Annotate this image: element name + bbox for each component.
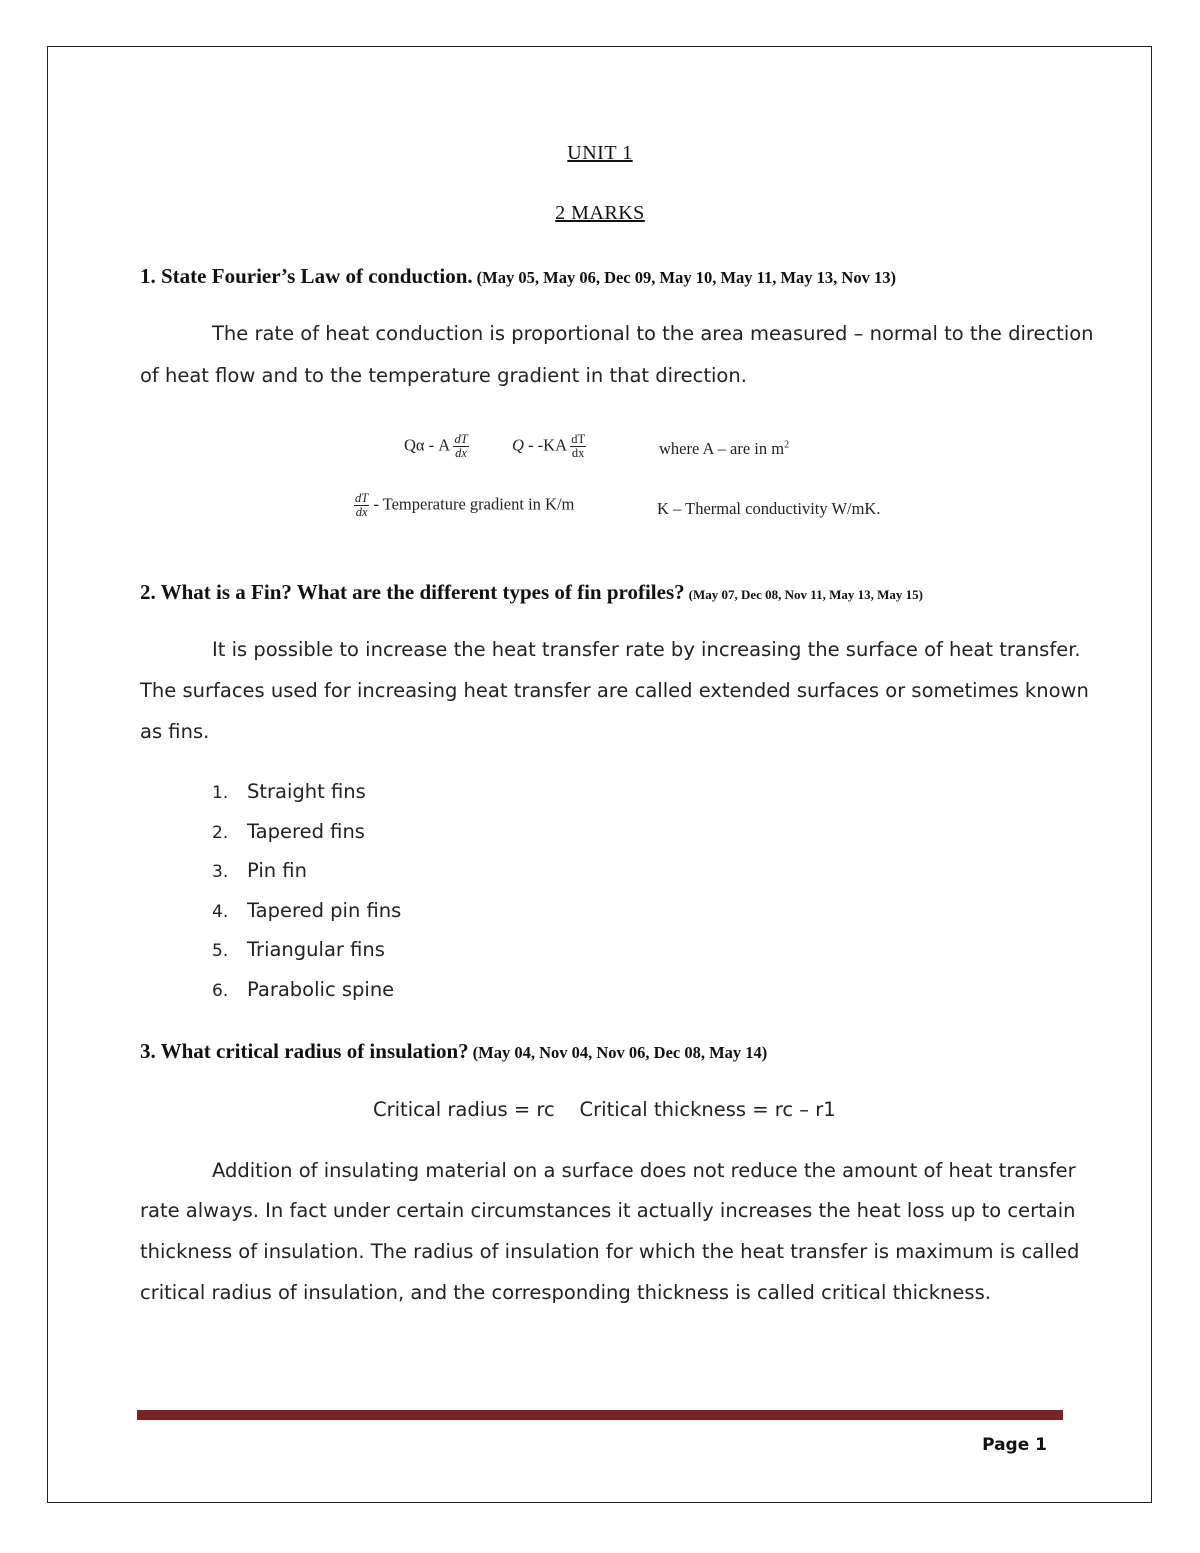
question-3-paragraph-line2: rate always. In fact under certain circumstances it actually increases the heat loss up to certain: [140, 1199, 1076, 1222]
question-1-heading: [140, 264, 896, 289]
gradient-note: $\frac{dT}{dx}$ - Temperature gradient in K/m: [355, 491, 575, 519]
formula-eq1-left: Qα - A: [404, 435, 450, 455]
question-2-refs: (May 07, Dec 08, Nov 11, May 13, May 15): [688, 587, 923, 602]
question-1-title: 1. State Fourier’s Law of conduction.: [140, 264, 473, 288]
marks-heading: 2 MARKS: [555, 202, 645, 224]
question-1-refs: (May 05, May 06, Dec 09, May 10, May 11, May 13, Nov 13): [476, 268, 896, 287]
question-2-heading: [140, 580, 923, 605]
temperature-gradient-fraction: $\frac{dT}{dx}$: [454, 432, 468, 460]
question-3-refs: (May 04, Nov 04, Nov 06, Dec 08, May 14): [472, 1043, 768, 1062]
conductivity-note: K – Thermal conductivity W/mK.: [657, 499, 881, 518]
temperature-gradient-fraction-upright: $\frac{dT}{dx}$: [571, 432, 586, 460]
unit-heading: UNIT 1: [567, 142, 633, 164]
question-3-paragraph-line4: critical radius of insulation, and the corresponding thickness is called critical thickness.: [140, 1281, 991, 1304]
question-3-paragraph-line3: thickness of insulation. The radius of insulation for which the heat transfer is maximum is called: [140, 1240, 1080, 1263]
question-2-paragraph-line3: as fins.: [140, 720, 210, 743]
area-note: where A – are in $m^2$: [659, 439, 790, 458]
question-2-paragraph-line2: The surfaces used for increasing heat transfer are called extended surfaces or sometimes known: [140, 679, 1089, 702]
question-1-paragraph-line1: The rate of heat conduction is proportional to the area measured – normal to the direction: [212, 322, 1094, 345]
formula-eq2-left: Q: [512, 435, 524, 455]
question-2-paragraph-line1: It is possible to increase the heat transfer rate by increasing the surface of heat transfer.: [212, 638, 1081, 661]
page-number: Page 1: [982, 1435, 1047, 1455]
critical-radius-formula: Critical radius = rc Critical thickness = rc – r1: [373, 1098, 836, 1121]
question-3-heading: [140, 1039, 767, 1064]
fourier-proportional-formula: [404, 433, 469, 460]
question-3-paragraph-line1: Addition of insulating material on a surface does not reduce the amount of heat transfer: [212, 1159, 1076, 1182]
question-1-paragraph-line2: of heat flow and to the temperature gradient in that direction.: [140, 364, 747, 387]
formula-eq2-mid: - -KA: [528, 435, 567, 455]
footer-bar: [137, 1410, 1063, 1420]
gradient-note-fraction: $\frac{dT}{dx}$: [355, 491, 369, 519]
question-3-title: 3. What critical radius of insulation?: [140, 1039, 469, 1063]
question-2-title: 2. What is a Fin? What are the different types of fin profiles?: [140, 580, 685, 604]
fourier-equation-formula: [512, 433, 586, 460]
